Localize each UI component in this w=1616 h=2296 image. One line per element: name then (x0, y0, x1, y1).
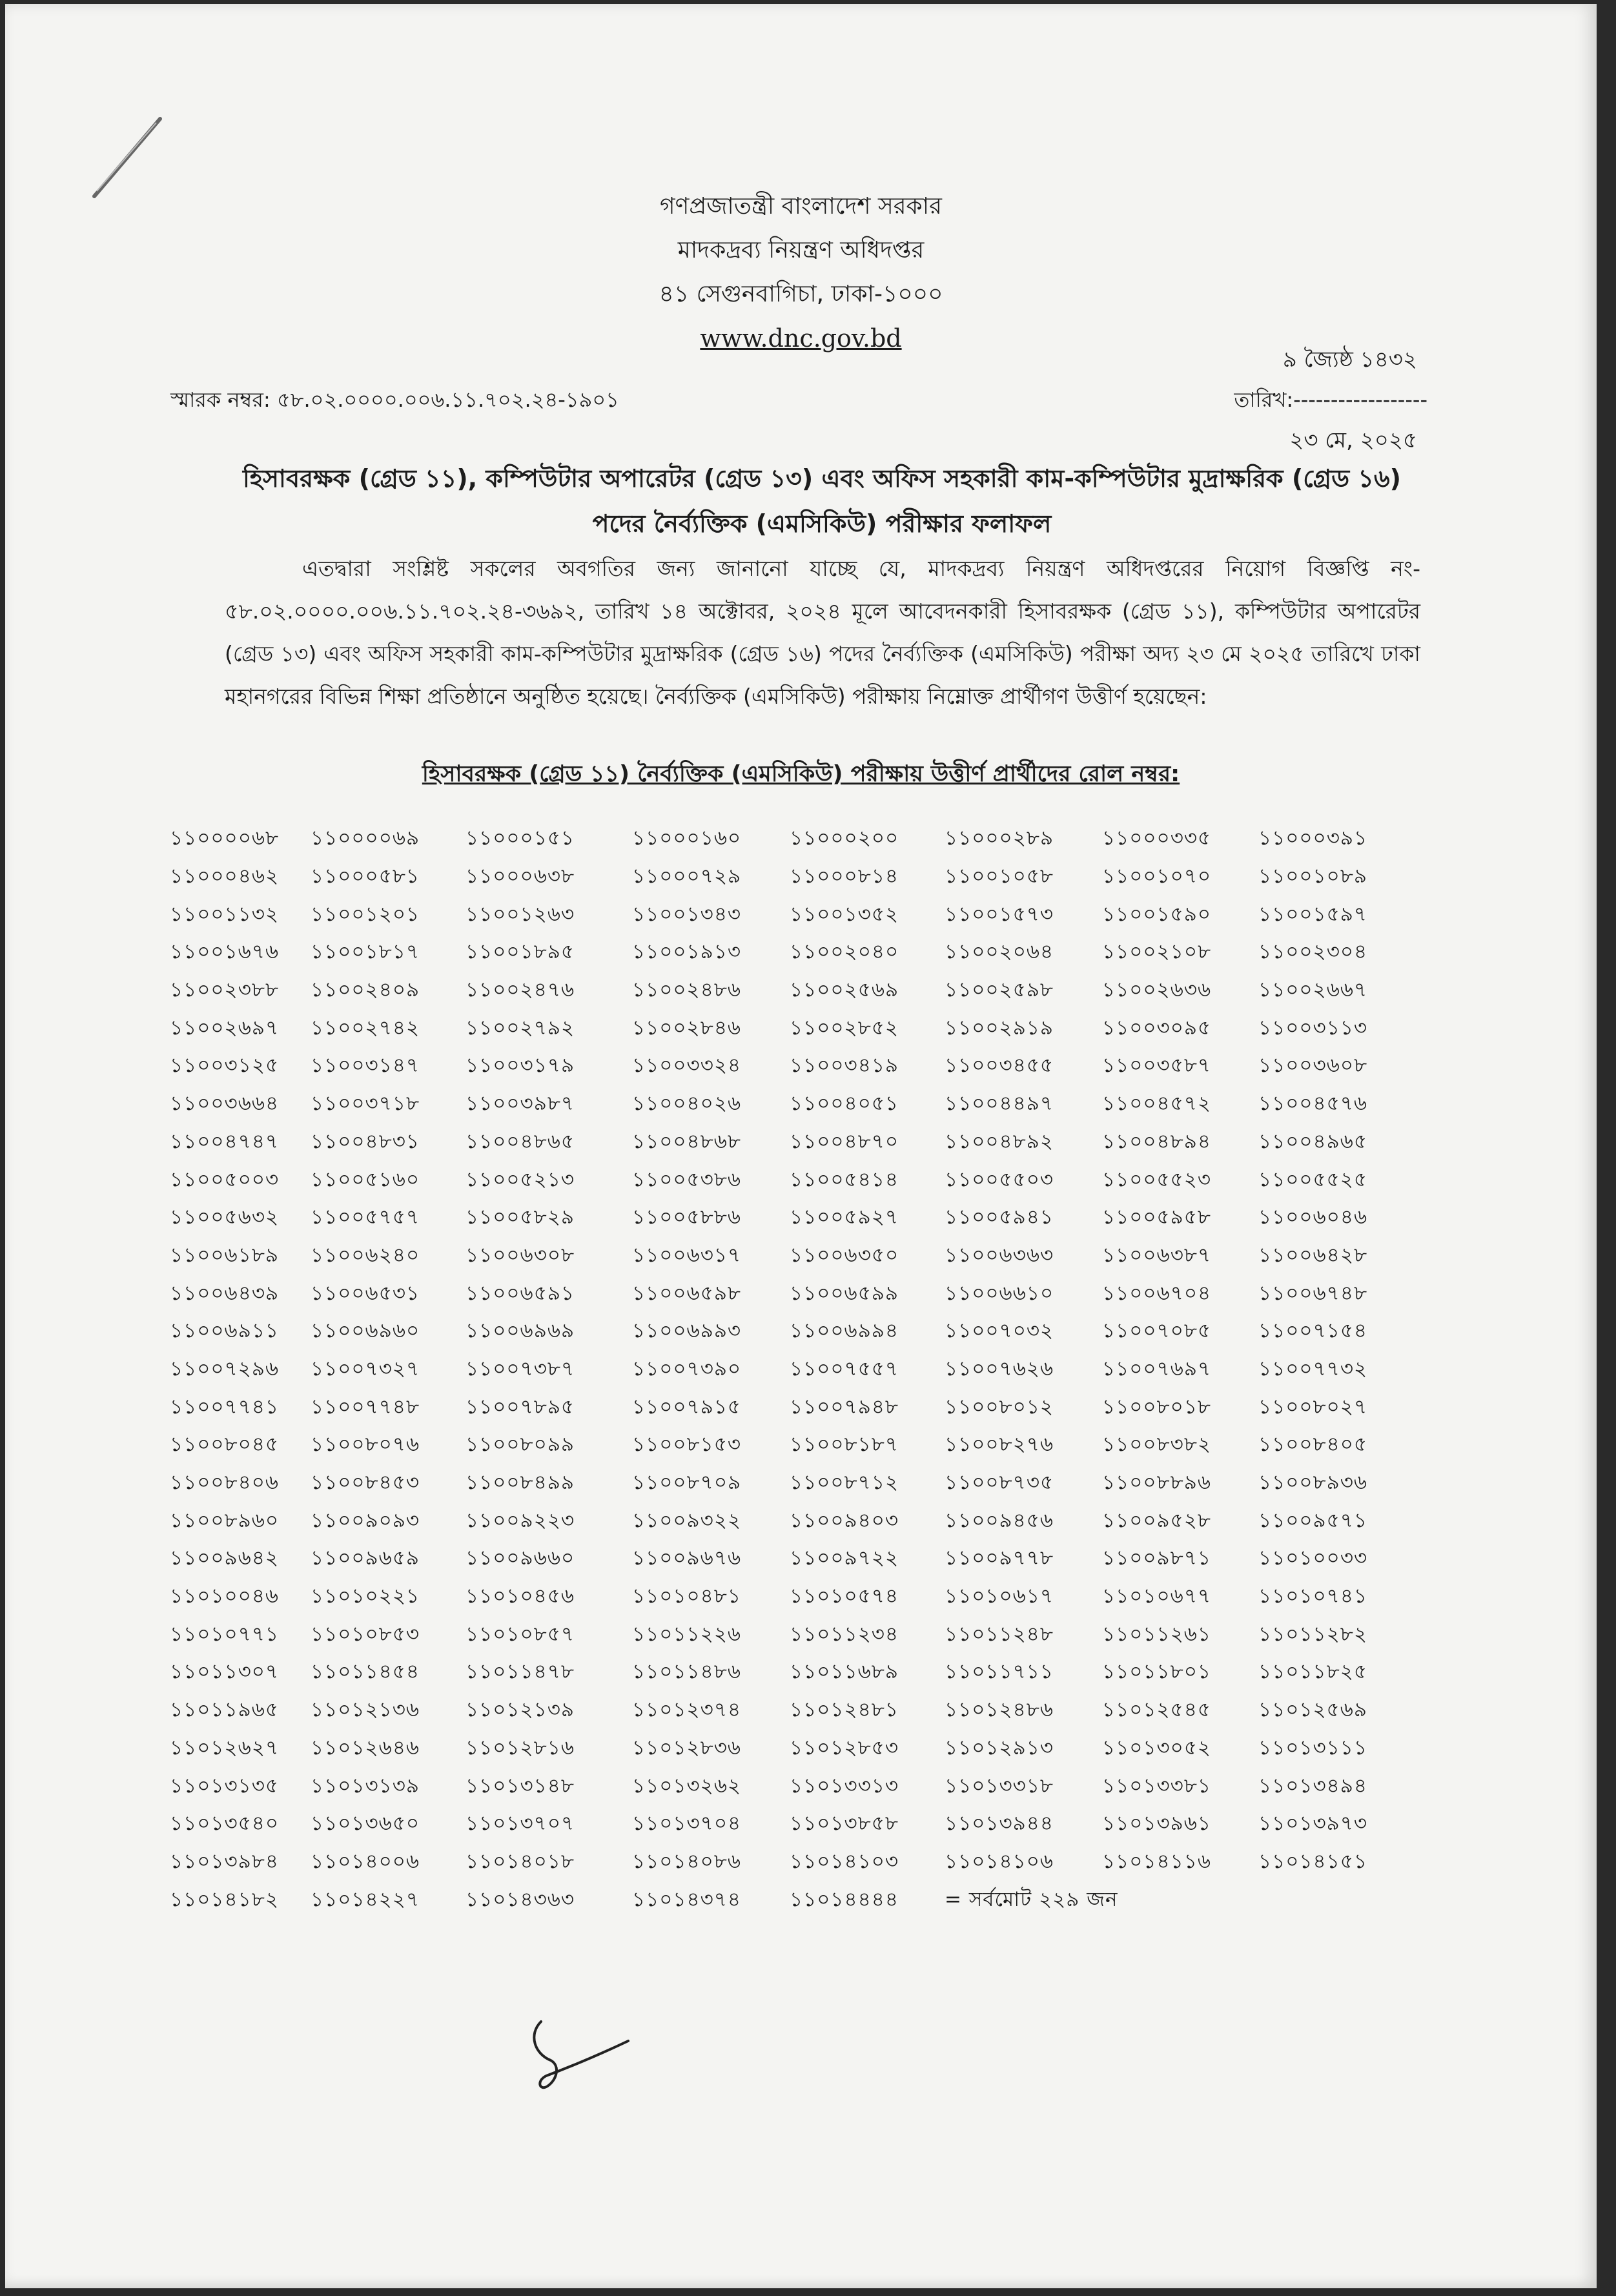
roll-number: ১১০১৪০১৮ (465, 1849, 575, 1873)
roll-row (170, 1162, 1448, 1200)
roll-number: ১১০০৪৮৯৪ (1102, 1129, 1212, 1153)
roll-number: ১১০০২৪৭৬ (465, 978, 575, 1002)
roll-number: ১১০১১৯৬৫ (170, 1698, 280, 1722)
roll-number: ১১০০৮০১৮ (1102, 1395, 1212, 1419)
roll-number: ১১০০৮২৭৬ (945, 1433, 1054, 1457)
roll-number: ১১০০৮৯৬০ (170, 1508, 280, 1532)
roll-number: ১১০০২৫৯৮ (945, 978, 1054, 1002)
roll-number: ১১০০৬৩৫০ (790, 1243, 899, 1267)
roll-number: ১১০১২৮৫৩ (790, 1736, 899, 1759)
roll-number: ১১০১৪০০৬ (311, 1849, 420, 1873)
roll-number: ১১০১৩১৩৫ (170, 1774, 280, 1798)
roll-number: ১১০০৫২১৩ (465, 1167, 575, 1191)
roll-number: ১১০০৮০২৭ (1258, 1395, 1368, 1419)
roll-number: ১১০০০১৬০ (632, 826, 742, 850)
roll-number: ১১০০০২০০ (790, 826, 899, 850)
roll-number: ১১০০৯৭৭৮ (945, 1546, 1054, 1570)
roll-number: ১১০০৬৬১০ (945, 1281, 1054, 1305)
roll-number: ১১০১৩৮৫৮ (790, 1812, 899, 1836)
roll-number: ১১০০৬৫৩১ (311, 1281, 420, 1305)
roll-number: ১১০০৯৬৬০ (465, 1546, 575, 1570)
roll-number: ১১০০০৭২৯ (632, 865, 742, 888)
roll-number: ১১০১০৪৫৬ (465, 1584, 575, 1608)
roll-number: ১১০১০৮৫৭ (465, 1622, 575, 1646)
roll-number: ১১০১১২৩৪ (790, 1622, 899, 1646)
roll-row (170, 1351, 1448, 1389)
roll-number: ১১০০০৮১৪ (790, 865, 899, 888)
document-page (5, 4, 1597, 2288)
roll-number: ১১০০৩০৯৫ (1102, 1016, 1212, 1040)
roll-number: ১১০০০০৬৮ (170, 826, 280, 850)
roll-number: ১১০০৫৮২৯ (465, 1205, 575, 1229)
roll-number: ১১০০৬৫৯৮ (632, 1281, 742, 1305)
roll-number: ১১০০৮৪০৫ (1258, 1433, 1368, 1457)
roll-number: ১১০০২৭৯২ (465, 1016, 575, 1040)
government-name: গণপ্রজাতন্ত্রী বাংলাদেশ সরকার (659, 193, 942, 220)
roll-number: ১১০০৩৭১৮ (311, 1092, 420, 1116)
roll-number: ১১০১৩৯৮৪ (170, 1849, 280, 1873)
roll-number: ১১০০৮৯৩৬ (1258, 1471, 1368, 1495)
roll-number: ১১০০০৬৩৮ (465, 865, 575, 888)
roll-number: ১১০১১৪৫৪ (311, 1660, 420, 1684)
roll-number: ১১০১৪১১৬ (1102, 1849, 1212, 1873)
roll-row (170, 1465, 1448, 1503)
roll-number: ১১০০১৮৯৫ (465, 940, 575, 964)
roll-number: ১১০০৭৩২৭ (311, 1357, 420, 1380)
roll-number: ১১০০২৩৮৮ (170, 978, 280, 1002)
roll-number: ১১০০৬৯৬৯ (465, 1319, 575, 1343)
roll-number: ১১০০৮৭৩৫ (945, 1471, 1054, 1495)
roll-number: ১১০১২১৩৯ (465, 1698, 575, 1722)
roll-number: ১১০০০৫৮১ (311, 865, 420, 888)
roll-number: ১১০০৩৩২৪ (632, 1054, 742, 1078)
roll-number: ১১০১১২৬১ (1102, 1622, 1212, 1646)
roll-number: ১১০০৫৫২৫ (1258, 1167, 1368, 1191)
roll-row (170, 1844, 1448, 1882)
roll-number: ১১০০৩৯৮৭ (465, 1092, 575, 1116)
roll-number: ১১০১০৭৪১ (1258, 1584, 1368, 1608)
office-header (5, 185, 1597, 360)
roll-number: ১১০১৪০৮৬ (632, 1849, 742, 1873)
signature (522, 2009, 638, 2106)
roll-number: ১১০১২৫৬৯ (1258, 1698, 1368, 1722)
roll-number: ১১০০১৫৭৩ (945, 902, 1054, 926)
roll-number: ১১০০৪৪৯৭ (945, 1092, 1054, 1116)
roll-number: ১১০১২৮১৬ (465, 1736, 575, 1759)
roll-number: ১১০১৩০৫২ (1102, 1736, 1212, 1759)
roll-number: ১১০০০৩৩৫ (1102, 826, 1212, 850)
roll-number: ১১০১৩৭০৭ (465, 1812, 575, 1836)
roll-number: ১১০১৩৬৫০ (311, 1812, 420, 1836)
roll-number: ১১০১৩৭০৪ (632, 1812, 742, 1836)
roll-number: ১১০০৩৪৫৫ (945, 1054, 1054, 1078)
roll-number: ১১০০৪৫৭২ (1102, 1092, 1212, 1116)
roll-number: ১১০০৬৪৩৯ (170, 1281, 280, 1305)
roll-number: ১১০০৮০৯৯ (465, 1433, 575, 1457)
roll-number: ১১০০১৫৯০ (1102, 902, 1212, 926)
roll-number: ১১০০৭০৩২ (945, 1319, 1054, 1343)
roll-row (170, 1502, 1448, 1541)
roll-number: ১১০০৪৭৪৭ (170, 1129, 280, 1153)
roll-number: ১১০০৬৯১১ (170, 1319, 280, 1343)
roll-number: ১১০০৮৭০৯ (632, 1471, 742, 1495)
roll-number: ১১০০৫৫০৩ (945, 1167, 1054, 1191)
roll-number: ১১০০৩৫৮৭ (1102, 1054, 1212, 1078)
roll-row (170, 1389, 1448, 1427)
roll-number: ১১০০৫৮৮৬ (632, 1205, 742, 1229)
roll-number: ১১০০৯৬৫৯ (311, 1546, 420, 1570)
roll-number: ১১০০৪৮৩১ (311, 1129, 420, 1153)
roll-number: ১১০০৪০২৬ (632, 1092, 742, 1116)
roll-number: ১১০০৭৩৯০ (632, 1357, 742, 1380)
roll-number: ১১০০৭৭৪১ (170, 1395, 280, 1419)
roll-number: ১১০১২৬২৭ (170, 1736, 280, 1759)
roll-number: ১১০০৫৬৩২ (170, 1205, 280, 1229)
roll-number: ১১০০৩৬০৮ (1258, 1054, 1368, 1078)
roll-row (170, 1881, 1448, 1920)
roll-row (170, 1806, 1448, 1844)
roll-row (170, 1124, 1448, 1162)
roll-number: ১১০০৫৯৫৮ (1102, 1205, 1212, 1229)
roll-number: ১১০১৪১৮২ (170, 1887, 280, 1911)
roll-number: ১১০০২১০৮ (1102, 940, 1212, 964)
roll-number: ১১০০১২০১ (311, 902, 420, 926)
roll-number: ১১০০৭৯৪৮ (790, 1395, 899, 1419)
roll-number: ১১০০১৯১৩ (632, 940, 742, 964)
roll-row (170, 1730, 1448, 1768)
roll-number: ১১০০১১৩২ (170, 902, 280, 926)
roll-number: ১১০০৮০৪৫ (170, 1433, 280, 1457)
roll-number: ১১০১১৮০১ (1102, 1660, 1212, 1684)
roll-number-table (170, 821, 1448, 1920)
roll-row (170, 1541, 1448, 1579)
roll-number: ১১০০৭৩৮৭ (465, 1357, 575, 1380)
notice-body: এতদ্বারা সংশ্লিষ্ট সকলের অবগতির জন্য জানানো যাচ্ছে যে, মাদকদ্রব্য নিয়ন্ত্রণ অধিদপ্তরের নিয়োগ বিজ্ঞপ্তি নং- ৫৮.০২.০০০০.০০৬.১১.৭০২.২৪-৩৬৯২, তারিখ ১৪ অক্টোবর, ২০২৪ মূলে আবেদনকারী হিসাবরক্ষক (গ্রেড ১১), কম্পিউটার অপারেটর (গ্রেড ১৩) এবং অফিস সহকারী কাম-কম্পিউটার মুদ্রাক্ষরিক (গ্রেড ১৬) পদের নৈর্ব্যক্তিক (এমসিকিউ) পরীক্ষা অদ্য ২৩ মে ২০২৫ তারিখে ঢাকা মহানগরের বিভিন্ন শিক্ষা প্রতিষ্ঠানে অনুষ্ঠিত হয়েছে। নৈর্ব্যক্তিক (এমসিকিউ) পরীক্ষায় নিম্নোক্ত প্রার্থীগণ উত্তীর্ণ হয়েছেন: (225, 556, 1420, 709)
roll-number: ১১০১২৪৮৬ (945, 1698, 1054, 1722)
roll-number: ১১০০৮৪০৬ (170, 1471, 280, 1495)
roll-number: ১১০০৬২৪০ (311, 1243, 420, 1267)
roll-number: ১১০০০১৫১ (465, 826, 575, 850)
roll-number: ১১০০৭৮৯৫ (465, 1395, 575, 1419)
roll-number: ১১০১৩৪৯৪ (1258, 1774, 1368, 1798)
roll-number: ১১০০২৯১৯ (945, 1016, 1054, 1040)
roll-number: ১১০০৩১২৫ (170, 1054, 280, 1078)
roll-number: ১১০০৩৪১৯ (790, 1054, 899, 1078)
roll-row (170, 972, 1448, 1010)
roll-number: ১১০০২৮৪৬ (632, 1016, 742, 1040)
roll-number: ১১০১৩৩৮১ (1102, 1774, 1212, 1798)
roll-number: ১১০০৪৮৯২ (945, 1129, 1054, 1153)
date-label: তারিখ:------------------ (1234, 387, 1427, 412)
roll-number: ১১০০২৫৬৯ (790, 978, 899, 1002)
roll-row (170, 1692, 1448, 1730)
roll-number: ১১০০৯৭২২ (790, 1546, 899, 1570)
roll-number: ১১০০৬৩০৮ (465, 1243, 575, 1267)
roll-number: ১১০০৬৭০৪ (1102, 1281, 1212, 1305)
roll-number: ১১০০৮০৭৬ (311, 1433, 420, 1457)
roll-number: ১১০১০৫৭৪ (790, 1584, 899, 1608)
roll-number: ১১০১৪১০৩ (790, 1849, 899, 1873)
roll-number: ১১০০৭৬৯৭ (1102, 1357, 1212, 1380)
roll-number: ১১০০৫১৬০ (311, 1167, 420, 1191)
roll-number: ১১০০৫০০৩ (170, 1167, 280, 1191)
roll-number: ১১০০৫৫২৩ (1102, 1167, 1212, 1191)
roll-number: ১১০০৩১৪৭ (311, 1054, 420, 1078)
roll-number: ১১০১২৫৪৫ (1102, 1698, 1212, 1722)
roll-number: ১১০১৩৩১৮ (945, 1774, 1054, 1798)
roll-number: ১১০০৪৯৬৫ (1258, 1129, 1368, 1153)
roll-number: ১১০০৬৯৯৪ (790, 1319, 899, 1343)
roll-number: ১১০০৭৭৩২ (1258, 1357, 1368, 1380)
roll-row (170, 1616, 1448, 1654)
roll-number: ১১০০২৩০৪ (1258, 940, 1368, 964)
office-address: ৪১ সেগুনবাগিচা, ঢাকা-১০০০ (659, 281, 943, 307)
roll-number: ১১০১০৬৭৭ (1102, 1584, 1212, 1608)
roll-number: ১১০০৯৬৪২ (170, 1546, 280, 1570)
roll-number: ১১০১৩৫৪০ (170, 1812, 280, 1836)
roll-number: ১১০১৩৯৬১ (1102, 1812, 1212, 1836)
roll-number: ১১০১৩২৬২ (632, 1774, 742, 1798)
roll-number: ১১০০৪৫৭৬ (1258, 1092, 1368, 1116)
website-link[interactable]: www.dnc.gov.bd (700, 324, 902, 353)
roll-number: ১১০১১২২৬ (632, 1622, 742, 1646)
roll-row (170, 896, 1448, 934)
roll-number: ১১০০৭৭৪৮ (311, 1395, 420, 1419)
total-count: = সর্বমোট ২২৯ জন (945, 1887, 1118, 1911)
roll-number: ১১০১১২৮২ (1258, 1622, 1368, 1646)
roll-number: ১১০০১২৬৩ (465, 902, 575, 926)
roll-number: ১১০০৮৮৯৬ (1102, 1471, 1212, 1495)
roll-number: ১১০০২৪০৯ (311, 978, 420, 1002)
roll-number: ১১০১২৪৮১ (790, 1698, 899, 1722)
roll-number: ১১০১৪৩৭৪ (632, 1887, 742, 1911)
roll-number: ১১০১০৭৭১ (170, 1622, 280, 1646)
roll-number: ১১০০৮১৮৭ (790, 1433, 899, 1457)
roll-row (170, 934, 1448, 972)
roll-number: ১১০১০৮৫৩ (311, 1622, 420, 1646)
roll-number: ১১০০৫৩৮৬ (632, 1167, 742, 1191)
roll-number: ১১০১৪১০৬ (945, 1849, 1054, 1873)
roll-row (170, 859, 1448, 897)
roll-row (170, 1200, 1448, 1238)
notice-title: হিসাবরক্ষক (গ্রেড ১১), কম্পিউটার অপারেটর (গ্রেড ১৩) এবং অফিস সহকারী কাম-কম্পিউটার মুদ্রাক্ষরিক (গ্রেড ১৬) পদের নৈর্ব্যক্তিক (এমসিকিউ) পরীক্ষার ফলাফল (242, 464, 1402, 538)
roll-row (170, 1579, 1448, 1617)
roll-number: ১১০০৪৮৬৮ (632, 1129, 742, 1153)
roll-number: ১১০০১০৭০ (1102, 865, 1212, 888)
roll-number: ১১০০৫৯২৭ (790, 1205, 899, 1229)
roll-row (170, 1654, 1448, 1692)
roll-number: ১১০০৯৪০৩ (790, 1508, 899, 1532)
roll-number: ১১০০৬০৪৬ (1258, 1205, 1368, 1229)
roll-number: ১১০১৩৯৭৩ (1258, 1812, 1368, 1836)
roll-number: ১১০১২৯১৩ (945, 1736, 1054, 1759)
roll-number: ১১০০২৮৫২ (790, 1016, 899, 1040)
roll-number: ১১০০৩৬৬৪ (170, 1092, 280, 1116)
roll-number: ১১০০২৭৪২ (311, 1016, 420, 1040)
memo-number: স্মারক নম্বর: ৫৮.০২.০০০০.০০৬.১১.৭০২.২৪-১৯০১ (170, 387, 619, 412)
roll-number: ১১০০১৩৫২ (790, 902, 899, 926)
roll-number: ১১০০০২৮৯ (945, 826, 1054, 850)
roll-number: ১১০০৭০৮৫ (1102, 1319, 1212, 1343)
roll-number: ১১০১৩৩১৩ (790, 1774, 899, 1798)
roll-number: ১১০০৭১৫৪ (1258, 1319, 1368, 1343)
roll-number: ১১০০৬৯৬০ (311, 1319, 420, 1343)
roll-number: ১১০০১৬৭৬ (170, 940, 280, 964)
roll-list-heading: হিসাবরক্ষক (গ্রেড ১১) নৈর্ব্যক্তিক (এমসিকিউ) পরীক্ষায় উত্তীর্ণ প্রার্থীদের রোল নম্বর: (422, 761, 1180, 787)
roll-number: ১১০০৬৭৪৮ (1258, 1281, 1368, 1305)
roll-number: ১১০০৭৬২৬ (945, 1357, 1054, 1380)
roll-number: ১১০১৩১১১ (1258, 1736, 1368, 1759)
roll-number: ১১০০৬৪২৮ (1258, 1243, 1368, 1267)
roll-number: ১১০০৬৫৯১ (465, 1281, 575, 1305)
roll-number: ১১০০৮৭১২ (790, 1471, 899, 1495)
roll-number: ১১০০০৩৯১ (1258, 826, 1368, 850)
roll-number: ১১০০১৫৯৭ (1258, 902, 1368, 926)
roll-number: ১১০০৬৯৯৩ (632, 1319, 742, 1343)
roll-number: ১১০১৪৪৪৪ (790, 1887, 899, 1911)
roll-number: ১১০১১৩০৭ (170, 1660, 280, 1684)
roll-number: ১১০১০০৩৩ (1258, 1546, 1368, 1570)
roll-row (170, 821, 1448, 859)
roll-number: ১১০০২৬৯৭ (170, 1016, 280, 1040)
roll-row (170, 1427, 1448, 1465)
roll-number: ১১০০৭৯১৫ (632, 1395, 742, 1419)
roll-number: ১১০১১৪৭৮ (465, 1660, 575, 1684)
roll-number: ১১০০০০৬৯ (311, 826, 420, 850)
roll-row (170, 1086, 1448, 1124)
roll-number: ১১০০২০৬৪ (945, 940, 1054, 964)
roll-number: ১১০০৩১৭৯ (465, 1054, 575, 1078)
roll-number: ১১০১০৬১৭ (945, 1584, 1054, 1608)
roll-number: ১১০০৯৪৫৬ (945, 1508, 1054, 1532)
roll-number: ১১০০৯০৯৩ (311, 1508, 420, 1532)
roll-number: ১১০১৩১৩৯ (311, 1774, 420, 1798)
roll-number: ১১০০৭২৯৬ (170, 1357, 280, 1380)
roll-number: ১১০১১৬৮৯ (790, 1660, 899, 1684)
roll-number: ১১০১০০৪৬ (170, 1584, 280, 1608)
roll-number: ১১০০৯৫৭১ (1258, 1508, 1368, 1532)
roll-number: ১১০০৯৩২২ (632, 1508, 742, 1532)
date-english: ২৩ মে, ২০২৫ (1289, 427, 1417, 453)
roll-number: ১১০১৪৩৬৩ (465, 1887, 575, 1911)
roll-number: ১১০০৫৯৪১ (945, 1205, 1054, 1229)
roll-number: ১১০০৫৪১৪ (790, 1167, 899, 1191)
roll-number: ১১০০২৪৮৬ (632, 978, 742, 1002)
roll-number: ১১০০০৪৬২ (170, 865, 280, 888)
roll-number: ১১০০৯৬৭৬ (632, 1546, 742, 1570)
roll-number: ১১০১১৪৮৬ (632, 1660, 742, 1684)
roll-row (170, 1275, 1448, 1313)
roll-number: ১১০০২৬৩৬ (1102, 978, 1212, 1002)
roll-number: ১১০০৯২২৩ (465, 1508, 575, 1532)
roll-number: ১১০০১৮১৭ (311, 940, 420, 964)
roll-row (170, 1010, 1448, 1048)
roll-number: ১১০০৮১৫৩ (632, 1433, 742, 1457)
roll-number: ১১০০৮৪৫৩ (311, 1471, 420, 1495)
roll-number: ১১০০৪০৫১ (790, 1092, 899, 1116)
roll-number: ১১০০৯৫২৮ (1102, 1508, 1212, 1532)
roll-number: ১১০০৯৮৭১ (1102, 1546, 1212, 1570)
roll-number: ১১০০২০৪০ (790, 940, 899, 964)
roll-number: ১১০১০২২১ (311, 1584, 420, 1608)
roll-number: ১১০০৬৫৯৯ (790, 1281, 899, 1305)
roll-number: ১১০০৮৩৮২ (1102, 1433, 1212, 1457)
roll-number: ১১০০১০৮৯ (1258, 865, 1368, 888)
date-bangla: ৯ জ্যৈষ্ঠ ১৪৩২ (1282, 347, 1417, 373)
roll-number: ১১০১২৩৭৪ (632, 1698, 742, 1722)
roll-number: ১১০১১২৪৮ (945, 1622, 1054, 1646)
roll-number: ১১০০৬৩৬৩ (945, 1243, 1054, 1267)
roll-number: ১১০০১০৫৮ (945, 865, 1054, 888)
department-name: মাদকদ্রব্য নিয়ন্ত্রণ অধিদপ্তর (677, 237, 925, 263)
roll-number: ১১০০৪৮৭০ (790, 1129, 899, 1153)
roll-number: ১১০১৪১৫১ (1258, 1849, 1367, 1873)
roll-number: ১১০০৫৭৫৭ (311, 1205, 420, 1229)
roll-number: ১১০০১৩৪৩ (632, 902, 742, 926)
roll-number: ১১০০২৬৬৭ (1258, 978, 1368, 1002)
roll-number: ১১০০৬৩৮৭ (1102, 1243, 1212, 1267)
roll-number: ১১০০৬৩১৭ (632, 1243, 742, 1267)
roll-number: ১১০০৪৮৬৫ (465, 1129, 575, 1153)
roll-number: ১১০১২৮৩৬ (632, 1736, 742, 1759)
roll-number: ১১০১২১৩৬ (311, 1698, 420, 1722)
roll-number: ১১০১০৪৮১ (632, 1584, 742, 1608)
roll-number: ১১০১৪২২৭ (311, 1887, 420, 1911)
roll-number: ১১০১১৭১১ (945, 1660, 1054, 1684)
roll-number: ১১০০৬১৮৯ (170, 1243, 280, 1267)
roll-number: ১১০০৮০১২ (945, 1395, 1054, 1419)
roll-row (170, 1313, 1448, 1351)
roll-number: ১১০০৮৪৯৯ (465, 1471, 575, 1495)
roll-number: ১১০১৩৯৪৪ (945, 1812, 1054, 1836)
roll-number: ১১০০৩১১৩ (1258, 1016, 1368, 1040)
roll-row (170, 1048, 1448, 1086)
roll-number: ১১০১১৮২৫ (1258, 1660, 1368, 1684)
roll-number: ১১০১২৬৪৬ (311, 1736, 420, 1759)
roll-number: ১১০১৩১৪৮ (465, 1774, 575, 1798)
roll-number: ১১০০৭৫৫৭ (790, 1357, 899, 1380)
roll-row (170, 1768, 1448, 1806)
roll-row (170, 1238, 1448, 1276)
